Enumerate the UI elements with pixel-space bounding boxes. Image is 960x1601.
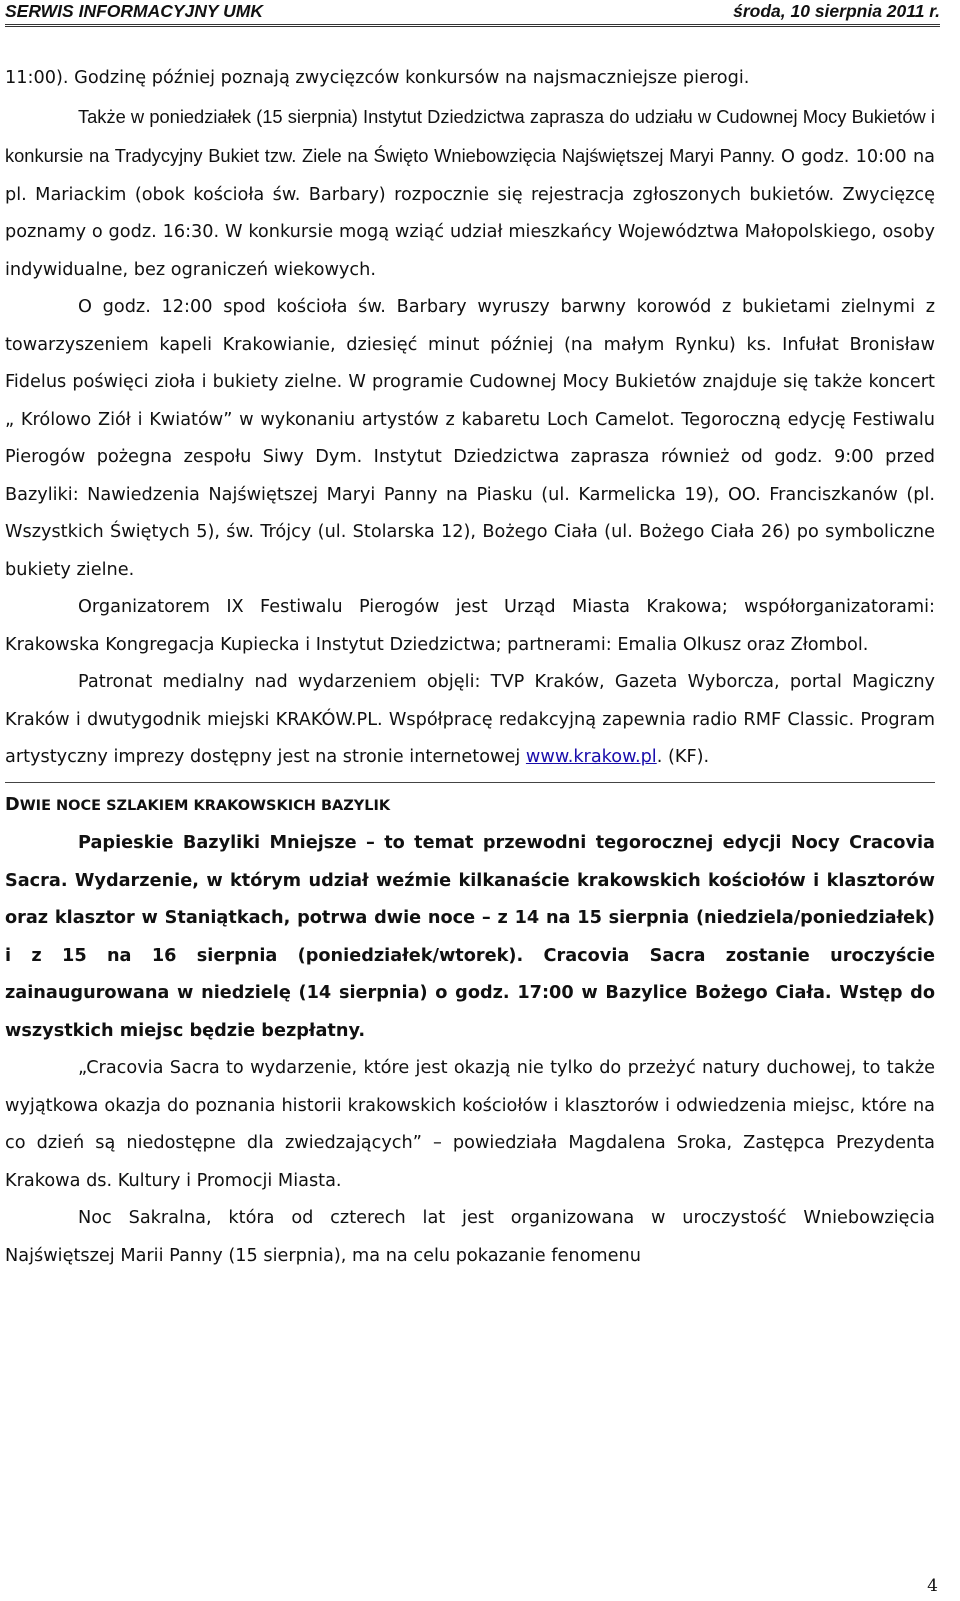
section-divider xyxy=(5,782,935,783)
section-title-initial: D xyxy=(5,794,20,815)
header-rule-second xyxy=(5,26,940,27)
paragraph-3: O godz. 12:00 spod kościoła św. Barbary wyruszy barwny korowód z bukietami zielnymi z towarzyszeniem kapeli Krakowianie, dziesięć minut później (na małym Rynku) ks. Infułat Bronisław Fidelus poświęci zioła i bukiety zielne. W programie Cudownej Mocy Bukietów znajduje się także koncert „ Królowo Ziół i Kwiatów” w wykonaniu artystów z kabaretu Loch Camelot. Tegoroczną edycję Festiwalu Pierogów pożegna zespołu Siwy Dym. Instytut Dziedzictwa zaprasza również od godz. 9:00 przed Bazyliki: Nawiedzenia Najświętszej Maryi Panny na Piasku (ul. Karmelicka 19), OO. Franciszkanów (pl. Wszystkich Świętych 5), św. Trójcy (ul. Stolarska 12), Bożego Ciała (ul. Bożego Ciała 26) po symboliczne bukiety zielne. xyxy=(5,297,935,580)
paragraph-5-end: . (KF). xyxy=(656,747,710,767)
paragraph-2 xyxy=(5,98,935,290)
header-rule xyxy=(5,24,940,25)
section-last-paragraph: Noc Sakralna, która od czterech lat jest organizowana w uroczystość Wniebowzięcia Najświętszej Marii Panny (15 sierpnia), ma na celu pokazanie fenomenu xyxy=(5,1208,935,1266)
section-lead: Papieskie Bazyliki Mniejsze – to temat przewodni tegorocznej edycji Nocy Cracovia Sacra. Wydarzenie, w którym udział weźmie kilkanaście krakowskich kościołów i klasztorów oraz klasztor w Staniątkach, potrwa dwie noce – z 14 na 15 sierpnia (niedziela/poniedziałek) i z 15 na 16 sierpnia (poniedziałek/wtorek). Cracovia Sacra zostanie uroczyście zainaugurowana w niedzielę (14 sierpnia) o godz. 17:00 w Bazylice Bożego Ciała. Wstęp do wszystkich miejsc będzie bezpłatny. xyxy=(5,833,935,1041)
page-number: 4 xyxy=(927,1576,938,1596)
header-publication: SERWIS INFORMACYJNY UMK xyxy=(5,1,263,21)
paragraph-2-part-a: Także w poniedziałek (15 sierpnia) Instytut Dziedzictwa zaprasza do udziału w Cudownej Mocy Bukietów i konkursie na Tradycyjny Bukiet tzw. Ziele na Święto Wniebowzięcia Najświętszej Maryi Panny. xyxy=(5,105,935,166)
section-title-rest: WIE NOCE SZLAKIEM KRAKOWSKICH BAZYLIK xyxy=(19,797,391,814)
section-quote: „Cracovia Sacra to wydarzenie, które jest okazją nie tylko do przeżyć natury duchowej, to także wyjątkowa okazja do poznania historii krakowskich kościołów i klasztorów i odwiedzenia miejsc, które na co dzień są niedostępne dla zwiedzających” – powiedziała Magdalena Sroka, Zastępca Prezydenta Krakowa ds. Kultury i Promocji Miasta. xyxy=(5,1058,935,1191)
paragraph-1: 11:00). Godzinę później poznają zwycięzców konkursów na najsmaczniejsze pierogi. xyxy=(5,68,750,88)
paragraph-4: Organizatorem IX Festiwalu Pierogów jest Urząd Miasta Krakowa; współorganizatorami: Krakowska Kongregacja Kupiecka i Instytut Dziedzictwa; partnerami: Emalia Olkusz oraz Złombol. xyxy=(5,597,935,655)
paragraph-5-text: Patronat medialny nad wydarzeniem objęli: TVP Kraków, Gazeta Wyborcza, portal Magiczny Kraków i dwutygodnik miejski KRAKÓW.PL. Współpracę redakcyjną zapewnia radio RMF Classic. Program artystyczny imprezy dostępny jest na stronie internetowej xyxy=(5,672,935,767)
article-body xyxy=(5,60,935,1275)
paragraph-2-part-b: O godz. 10:00 na pl. Mariackim (obok kościoła św. Barbary) rozpocznie się rejestracja zgłoszonych bukietów. Zwycięzcę poznamy o godz. 16:30. W konkursie mogą wziąć udział mieszkańcy Województwa Małopolskiego, osoby indywidualne, bez ograniczeń wiekowych. xyxy=(5,147,935,280)
paragraph-5 xyxy=(5,664,935,777)
section-title xyxy=(5,787,935,826)
header-date: środa, 10 sierpnia 2011 r. xyxy=(733,1,940,21)
krakow-website-link[interactable]: www.krakow.pl xyxy=(525,747,657,767)
